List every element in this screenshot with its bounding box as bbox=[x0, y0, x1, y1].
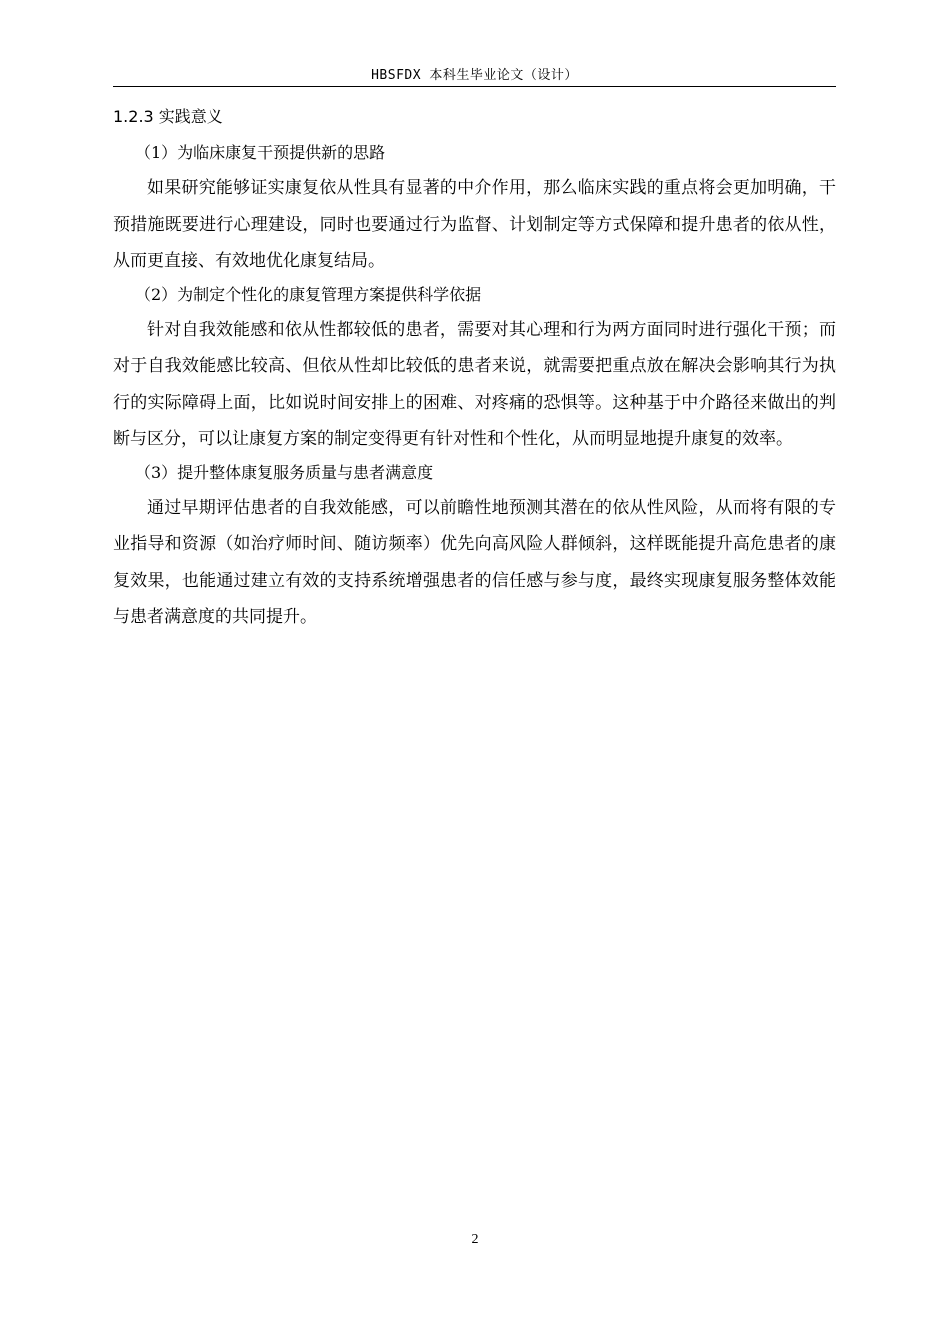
header-divider bbox=[113, 86, 836, 87]
page-number: 2 bbox=[471, 1232, 479, 1247]
section-heading: 1.2.3 实践意义 bbox=[113, 107, 223, 126]
section-item-1 bbox=[113, 138, 836, 280]
paragraph-1: 如果研究能够证实康复依从性具有显著的中介作用，那么临床实践的重点将会更加明确，干预措施既要进行心理建设，同时也要通过行为监督、计划制定等方式保障和提升患者的依从性，从而更直接、有效地优化康复结局。 bbox=[113, 178, 836, 271]
paragraph-3: 通过早期评估患者的自我效能感，可以前瞻性地预测其潜在的依从性风险，从而将有限的专业指导和资源（如治疗师时间、随访频率）优先向高风险人群倾斜，这样既能提升高危患者的康复效果，也能通过建立有效的支持系统增强患者的信任感与参与度，最终实现康复服务整体效能与患者满意度的共同提升。 bbox=[113, 497, 836, 627]
section-item-2 bbox=[113, 280, 836, 458]
paragraph-2: 针对自我效能感和依从性都较低的患者，需要对其心理和行为两方面同时进行强化干预；而对于自我效能感比较高、但依从性却比较低的患者来说，就需要把重点放在解决会影响其行为执行的实际障碍上面，比如说时间安排上的困难、对疼痛的恐惧等。这种基于中介路径来做出的判断与区分，可以让康复方案的制定变得更有针对性和个性化，从而明显地提升康复的效率。 bbox=[113, 319, 836, 449]
subheading-3: （3）提升整体康复服务质量与患者满意度 bbox=[135, 462, 434, 482]
document-body bbox=[113, 102, 836, 636]
subheading-2: （2）为制定个性化的康复管理方案提供科学依据 bbox=[135, 284, 482, 304]
section-item-3 bbox=[113, 458, 836, 636]
page-header-title: HBSFDX 本科生毕业论文（设计） bbox=[371, 68, 578, 83]
subheading-1: （1）为临床康复干预提供新的思路 bbox=[135, 143, 386, 162]
